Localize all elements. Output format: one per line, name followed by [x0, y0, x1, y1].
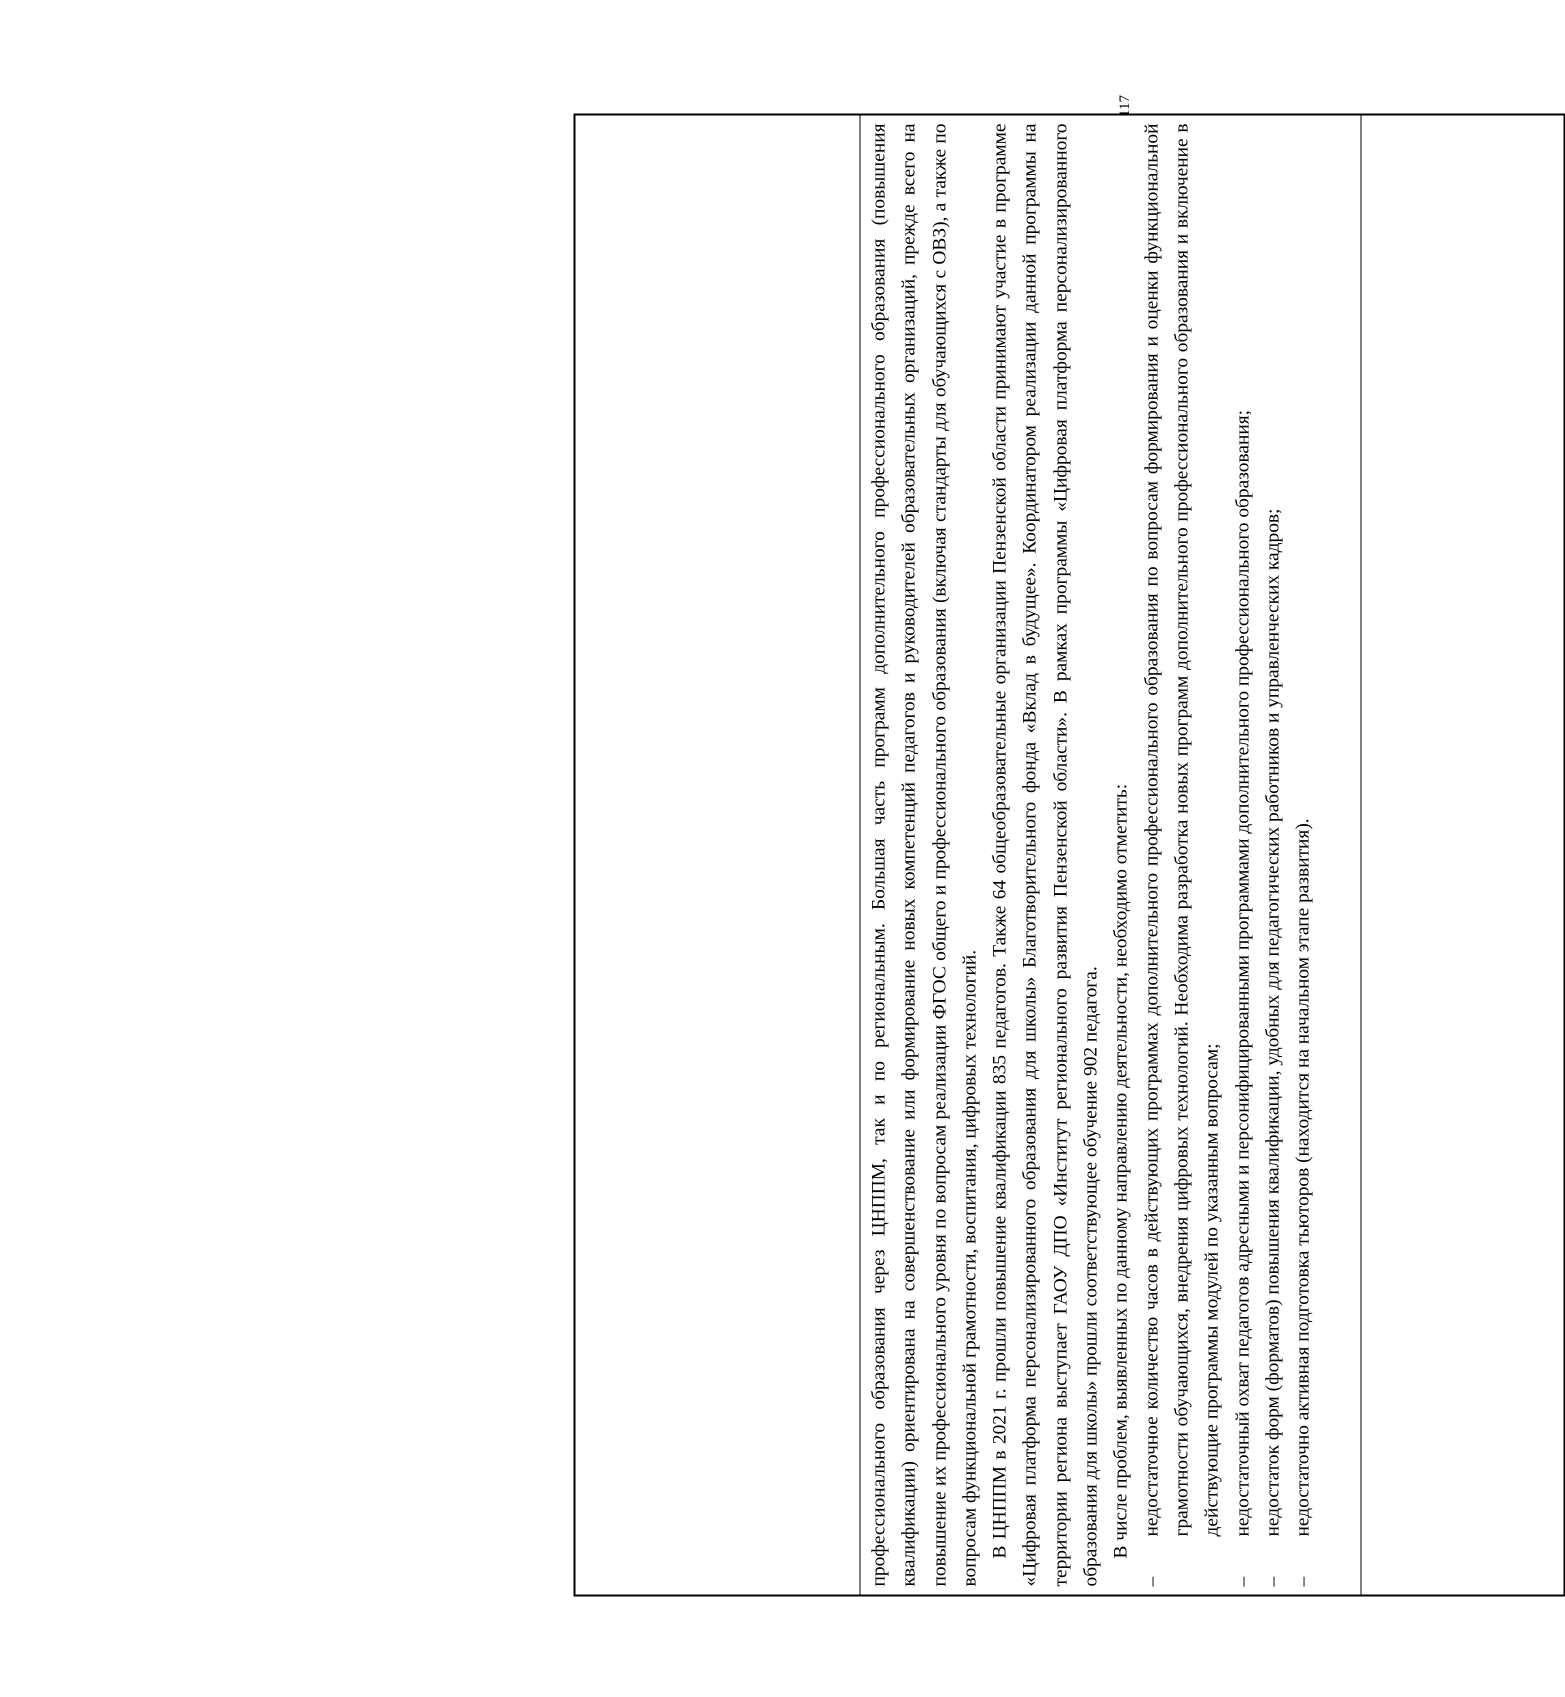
content-table: [573, 113, 1565, 1596]
table-cell-text: [860, 115, 1360, 1594]
list-marker: –: [1140, 1576, 1162, 1586]
table-cell-empty-last: [1360, 115, 1563, 1594]
list-item: [1137, 123, 1228, 1586]
list-item: [1258, 123, 1288, 1586]
paragraph-cnppm: В ЦНППМ в 2021 г. прошли повышение квалификации 835 педагогов. Также 64 общеобразовательные организации Пензенской области принимают участие в программе «Цифровая платформа персонализированного образования для школы» Благотворительного фонда «Вклад в будущее». Координатором реализации данной программы на территории региона выступает ГАОУ ДПО «Институт регионального развития Пензенской области». В рамках программы «Цифровая платформа персонализированного образования для школы» прошли соответствующее обучение 902 педагога.: [989, 123, 1102, 1586]
page-number: 117: [1117, 95, 1133, 117]
problems-list: [1137, 123, 1319, 1586]
list-item-text: недостаточное количество часов в действующих программах дополнительного профессионального образования по вопросам формирования и оценки функциональной грамотности обучающихся, внедрения цифровых технологий. Необходима разработка новых программ дополнительного профессионального образования и включение в действующие программы модулей по указанным вопросам;: [1140, 123, 1223, 1536]
list-item-text: недостаток форм (форматов) повышения квалификации, удобных для педагогических работников и управленческих кадров;: [1261, 508, 1283, 1536]
list-item-text: недостаточно активная подготовка тьюторов (находится на начальном этапе развития).: [1292, 817, 1314, 1536]
list-marker: –: [1292, 1576, 1314, 1586]
list-item: [1228, 123, 1258, 1586]
list-marker: –: [1231, 1576, 1253, 1586]
list-marker: –: [1261, 1576, 1283, 1586]
paragraph-problems: В числе проблем, выявленных по данному направлению деятельности, необходимо отметить:: [1110, 783, 1132, 1558]
list-item: [1288, 123, 1318, 1586]
list-item-text: недостаточный охват педагогов адресными и персонифицированными программами дополнительного профессионального образования;: [1231, 409, 1253, 1536]
table-cell-empty-first: [575, 115, 860, 1594]
paragraph-intro: профессионального образования через ЦНППМ, так и по региональным. Большая часть программ дополнительного профессионального образования (повышения квалификации) ориентирована на совершенствование или формирование новых компетенций педагогов и руководителей образовательных организаций, прежде всего на повышение их профессионального уровня по вопросам реализации ФГОС общего и профессионального образования (включая стандарты для обучающихся с ОВЗ), а также по вопросам функциональной грамотности, воспитания, цифровых технологий.: [868, 123, 980, 1586]
